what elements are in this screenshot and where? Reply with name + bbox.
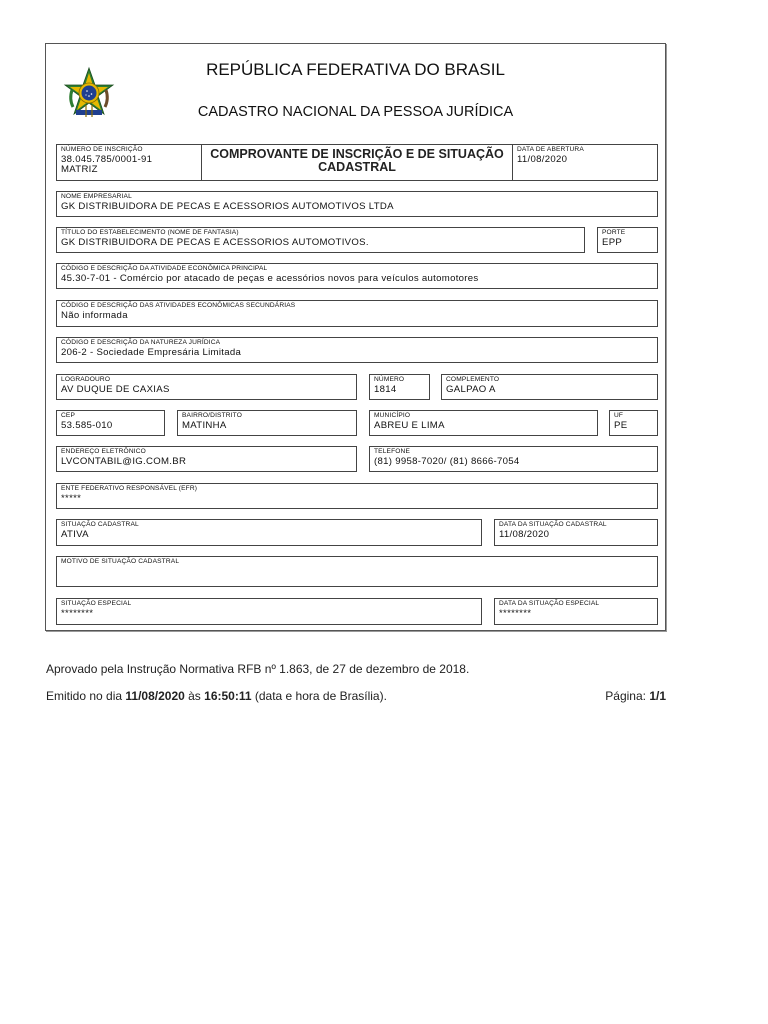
field-nome-empresarial xyxy=(56,191,658,217)
field-label: PORTE xyxy=(602,229,626,236)
footer-emitido xyxy=(46,689,387,703)
footer-emitido-date: 11/08/2020 xyxy=(125,689,185,703)
page-title: REPÚBLICA FEDERATIVA DO BRASIL xyxy=(206,60,505,79)
field-label: CÓDIGO E DESCRIÇÃO DAS ATIVIDADES ECONÔMICAS SECUNDÁRIAS xyxy=(61,302,296,309)
field-value: PE xyxy=(614,420,628,431)
field-value: 1814 xyxy=(374,384,397,395)
field-logradouro xyxy=(56,374,357,400)
field-value: GALPAO A xyxy=(446,384,496,395)
field-label: COMPLEMENTO xyxy=(446,376,500,383)
field-value: 206-2 - Sociedade Empresária Limitada xyxy=(61,347,242,358)
field-value: LVCONTABIL@IG.COM.BR xyxy=(61,456,187,467)
footer-emitido-mid: às xyxy=(184,689,205,703)
field-label: UF xyxy=(614,412,624,419)
field-label: CÓDIGO E DESCRIÇÃO DA ATIVIDADE ECONÔMICA PRINCIPAL xyxy=(61,265,268,272)
field-value: GK DISTRIBUIDORA DE PECAS E ACESSORIOS AUTOMOTIVOS. xyxy=(61,237,369,248)
field-value: EPP xyxy=(602,237,623,248)
field-value: GK DISTRIBUIDORA DE PECAS E ACESSORIOS AUTOMOTIVOS LTDA xyxy=(61,201,394,212)
cnpj-card xyxy=(45,43,666,631)
field-cep xyxy=(56,410,165,436)
field-uf xyxy=(609,410,658,436)
field-numero xyxy=(369,374,430,400)
field-label: TÍTULO DO ESTABELECIMENTO (NOME DE FANTASIA) xyxy=(61,229,239,236)
field-label: LOGRADOURO xyxy=(61,376,111,383)
footer-pagina-label: Página: xyxy=(605,689,650,703)
field-value-tipo: MATRIZ xyxy=(61,164,98,175)
field-complemento xyxy=(441,374,658,400)
field-efr xyxy=(56,483,658,509)
field-value: (81) 9958-7020/ (81) 8666-7054 xyxy=(374,456,520,467)
field-municipio xyxy=(369,410,598,436)
field-label: DATA DE ABERTURA xyxy=(517,146,584,153)
field-value: 11/08/2020 xyxy=(517,154,568,165)
footer-emitido-time: 16:50:11 xyxy=(204,689,252,703)
field-label: DATA DA SITUAÇÃO ESPECIAL xyxy=(499,600,600,607)
field-value: 45.30-7-01 - Comércio por atacado de peças e acessórios novos para veículos automotores xyxy=(61,273,479,284)
field-numero-inscricao xyxy=(56,144,202,181)
footer-emitido-pre: Emitido no dia xyxy=(46,689,126,703)
field-label: SITUAÇÃO CADASTRAL xyxy=(61,521,139,528)
field-label: ENTE FEDERATIVO RESPONSÁVEL (EFR) xyxy=(61,485,198,492)
footer-pagina xyxy=(605,689,666,703)
document-title: COMPROVANTE DE INSCRIÇÃO E DE SITUAÇÃO CADASTRAL xyxy=(210,147,504,174)
field-natureza-juridica xyxy=(56,337,658,363)
field-atividades-secundarias xyxy=(56,300,658,327)
field-situacao-especial xyxy=(56,598,482,625)
page-subtitle: CADASTRO NACIONAL DA PESSOA JURÍDICA xyxy=(197,104,514,120)
field-value: MATINHA xyxy=(182,420,227,431)
field-label: SITUAÇÃO ESPECIAL xyxy=(61,600,132,607)
field-motivo-situacao xyxy=(56,556,658,587)
field-label: TELEFONE xyxy=(374,448,411,455)
footer-aprovado: Aprovado pela Instrução Normativa RFB nº 1.863, de 27 de dezembro de 2018. xyxy=(46,662,470,676)
field-atividade-principal xyxy=(56,263,658,289)
field-value: 53.585-010 xyxy=(61,420,113,431)
footer-emitido-post: (data e hora de Brasília). xyxy=(251,689,387,703)
footer-pagina-value: 1/1 xyxy=(649,689,666,703)
field-label: NÚMERO DE INSCRIÇÃO xyxy=(61,146,143,153)
document-title-box xyxy=(201,144,513,181)
field-data-situacao-especial xyxy=(494,598,658,625)
field-porte xyxy=(597,227,658,253)
field-value: 11/08/2020 xyxy=(499,529,550,540)
field-value: ABREU E LIMA xyxy=(374,420,445,431)
field-label: MOTIVO DE SITUAÇÃO CADASTRAL xyxy=(61,558,180,565)
field-nome-fantasia xyxy=(56,227,585,253)
field-data-abertura xyxy=(512,144,658,181)
field-data-situacao-cadastral xyxy=(494,519,658,546)
field-label: CÓDIGO E DESCRIÇÃO DA NATUREZA JURÍDICA xyxy=(61,339,221,346)
field-label: NÚMERO xyxy=(374,376,405,383)
field-label: ENDEREÇO ELETRÔNICO xyxy=(61,448,146,455)
field-label: CEP xyxy=(61,412,76,419)
field-telefone xyxy=(369,446,658,472)
field-value: ******** xyxy=(61,608,94,619)
field-value: 38.045.785/0001-91 xyxy=(61,154,153,165)
field-value: ******** xyxy=(499,608,532,619)
field-value: ATIVA xyxy=(61,529,89,540)
field-value: AV DUQUE DE CAXIAS xyxy=(61,384,170,395)
field-label: MUNICÍPIO xyxy=(374,412,411,419)
field-value: ***** xyxy=(61,493,82,504)
field-situacao-cadastral xyxy=(56,519,482,546)
field-value: Não informada xyxy=(61,310,128,321)
field-label: DATA DA SITUAÇÃO CADASTRAL xyxy=(499,521,607,528)
field-endereco-eletronico xyxy=(56,446,357,472)
field-label: BAIRRO/DISTRITO xyxy=(182,412,243,419)
field-bairro xyxy=(177,410,357,436)
field-label: NOME EMPRESARIAL xyxy=(61,193,132,200)
